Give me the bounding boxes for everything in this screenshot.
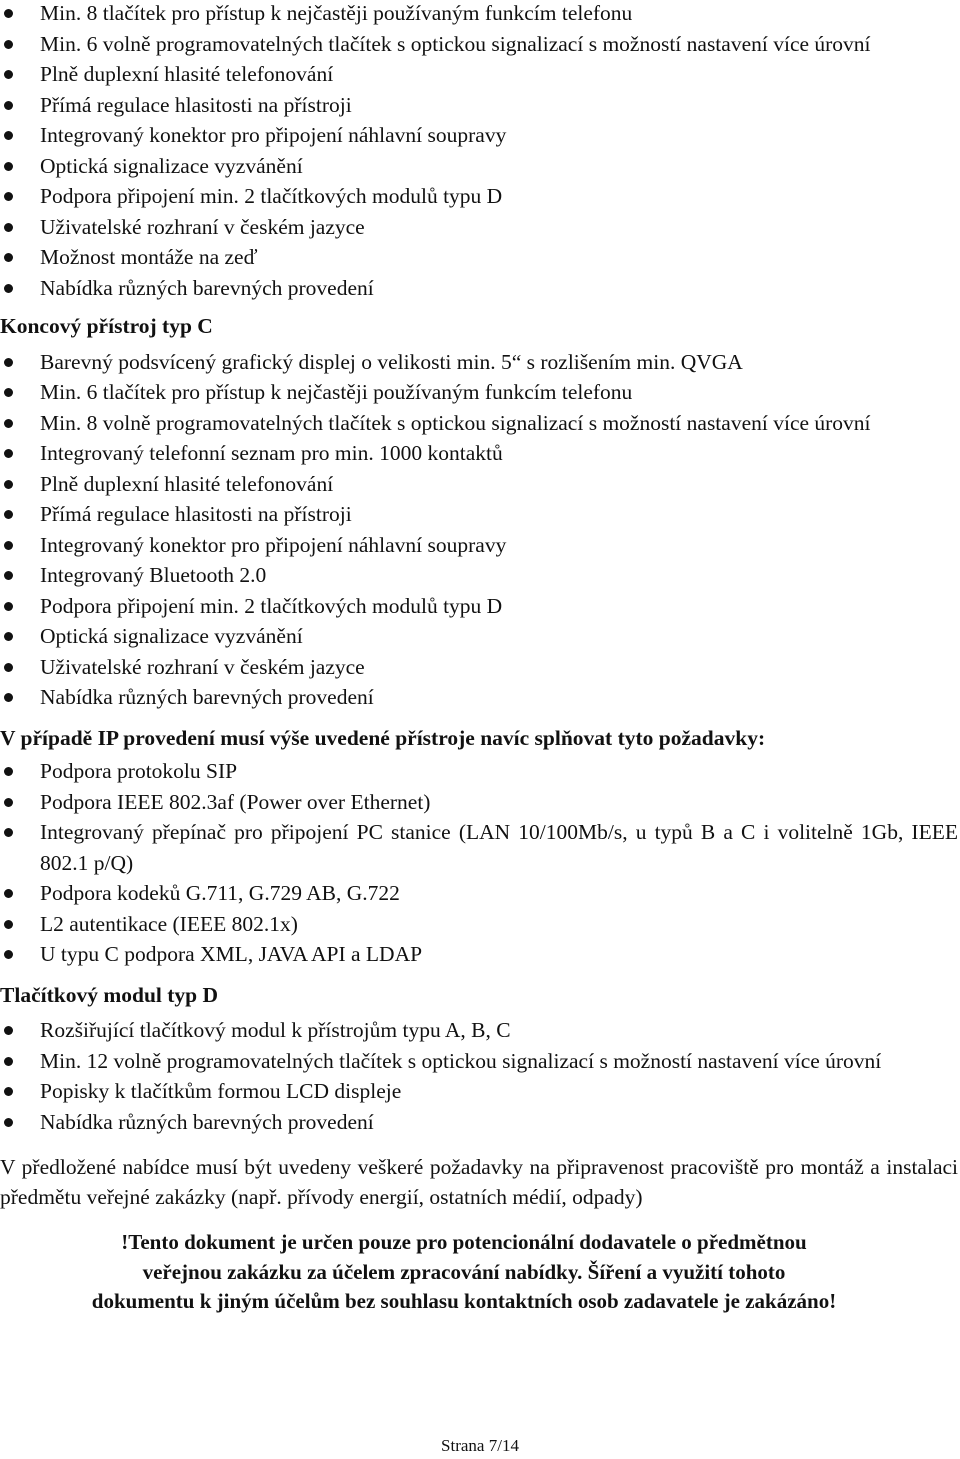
bullet-icon: [4, 101, 13, 110]
list-item: L2 autentikace (IEEE 802.1x): [0, 909, 958, 940]
bullet-icon: [4, 131, 13, 140]
list-item: Plně duplexní hlasité telefonování: [0, 469, 958, 500]
bullet-icon: [4, 602, 13, 611]
bullet-icon: [4, 480, 13, 489]
confidentiality-notice: [0, 1228, 958, 1317]
bullet-icon: [4, 9, 13, 18]
list-item: Integrovaný přepínač pro připojení PC stanice (LAN 10/100Mb/s, u typů B a C i volitelně 1Gb, IEEE 802.1 p/Q): [0, 817, 958, 878]
feature-list-type-c: [0, 347, 958, 713]
bullet-icon: [4, 1087, 13, 1096]
bullet-icon: [4, 192, 13, 201]
list-item: Podpora připojení min. 2 tlačítkových modulů typu D: [0, 181, 958, 212]
bullet-icon: [4, 571, 13, 580]
list-item: Podpora kodeků G.711, G.729 AB, G.722: [0, 878, 958, 909]
section-heading-ip: V případě IP provedení musí výše uvedené přístroje navíc splňovat tyto požadavky:: [0, 725, 766, 750]
list-item: Barevný podsvícený grafický displej o velikosti min. 5“ s rozlišením min. QVGA: [0, 347, 958, 378]
bullet-icon: [4, 663, 13, 672]
list-item: Optická signalizace vyzvánění: [0, 151, 958, 182]
list-item: Uživatelské rozhraní v českém jazyce: [0, 652, 958, 683]
bullet-icon: [4, 510, 13, 519]
feature-list-type-d: [0, 1015, 958, 1137]
notice-line: dokumentu k jiným účelům bez souhlasu kontaktních osob zadavatele je zakázáno!: [91, 1289, 837, 1313]
list-item: Plně duplexní hlasité telefonování: [0, 59, 958, 90]
list-item: Podpora připojení min. 2 tlačítkových modulů typu D: [0, 591, 958, 622]
bullet-icon: [4, 358, 13, 367]
notice-line: veřejnou zakázku za účelem zpracování nabídky. Šíření a využití tohoto: [142, 1259, 786, 1284]
bullet-icon: [4, 388, 13, 397]
list-item: Přímá regulace hlasitosti na přístroji: [0, 499, 958, 530]
bullet-icon: [4, 767, 13, 776]
list-item: Min. 8 volně programovatelných tlačítek s optickou signalizací s možností nastavení více úrovní: [0, 408, 958, 439]
bullet-icon: [4, 950, 13, 959]
bullet-icon: [4, 253, 13, 262]
bullet-icon: [4, 828, 13, 837]
bullet-icon: [4, 889, 13, 898]
list-item: Min. 6 tlačítek pro přístup k nejčastěji používaným funkcím telefonu: [0, 377, 958, 408]
list-item: Podpora protokolu SIP: [0, 756, 958, 787]
list-item: Popisky k tlačítkům formou LCD displeje: [0, 1076, 958, 1107]
bullet-icon: [4, 223, 13, 232]
list-item: U typu C podpora XML, JAVA API a LDAP: [0, 939, 958, 970]
notice-line: !Tento dokument je určen pouze pro potencionální dodavatele o předmětnou: [121, 1230, 807, 1254]
bullet-icon: [4, 419, 13, 428]
list-item: Možnost montáže na zeď: [0, 242, 958, 273]
section-heading-type-d: Tlačítkový modul typ D: [0, 982, 219, 1007]
list-item: Min. 12 volně programovatelných tlačítek s optickou signalizací s možností nastavení více úrovní: [0, 1046, 958, 1077]
bullet-icon: [4, 1026, 13, 1035]
list-item: Podpora IEEE 802.3af (Power over Ethernet): [0, 787, 958, 818]
list-item: Rozšiřující tlačítkový modul k přístrojům typu A, B, C: [0, 1015, 958, 1046]
list-item: Nabídka různých barevných provedení: [0, 273, 958, 304]
bullet-icon: [4, 1118, 13, 1127]
bullet-icon: [4, 284, 13, 293]
list-item: Integrovaný Bluetooth 2.0: [0, 560, 958, 591]
list-item: Přímá regulace hlasitosti na přístroji: [0, 90, 958, 121]
bullet-icon: [4, 920, 13, 929]
bullet-icon: [4, 70, 13, 79]
bullet-icon: [4, 632, 13, 641]
feature-list-ip: [0, 756, 958, 970]
bullet-icon: [4, 40, 13, 49]
list-item: Integrovaný telefonní seznam pro min. 1000 kontaktů: [0, 438, 958, 469]
bullet-icon: [4, 449, 13, 458]
list-item: Nabídka různých barevných provedení: [0, 1107, 958, 1138]
list-item: Integrovaný konektor pro připojení náhlavní soupravy: [0, 120, 958, 151]
list-item: Integrovaný konektor pro připojení náhlavní soupravy: [0, 530, 958, 561]
list-item: Nabídka různých barevných provedení: [0, 682, 958, 713]
list-item: Uživatelské rozhraní v českém jazyce: [0, 212, 958, 243]
requirements-paragraph: V předložené nabídce musí být uvedeny veškeré požadavky na připravenost pracoviště pro montáž a instalaci předmětu veřejné zakázky (např. přívody energií, ostatních médií, odpady): [0, 1155, 958, 1209]
section-heading-type-c: Koncový přístroj typ C: [0, 314, 213, 338]
list-item: Min. 8 tlačítek pro přístup k nejčastěji používaným funkcím telefonu: [0, 0, 958, 29]
list-item: Min. 6 volně programovatelných tlačítek s optickou signalizací s možností nastavení více úrovní: [0, 29, 958, 60]
bullet-icon: [4, 541, 13, 550]
bullet-icon: [4, 693, 13, 702]
bullet-icon: [4, 1057, 13, 1066]
bullet-icon: [4, 798, 13, 807]
list-item: Optická signalizace vyzvánění: [0, 621, 958, 652]
feature-list-type-b: [0, 0, 958, 303]
bullet-icon: [4, 162, 13, 171]
page-number: Strana 7/14: [441, 1436, 519, 1455]
